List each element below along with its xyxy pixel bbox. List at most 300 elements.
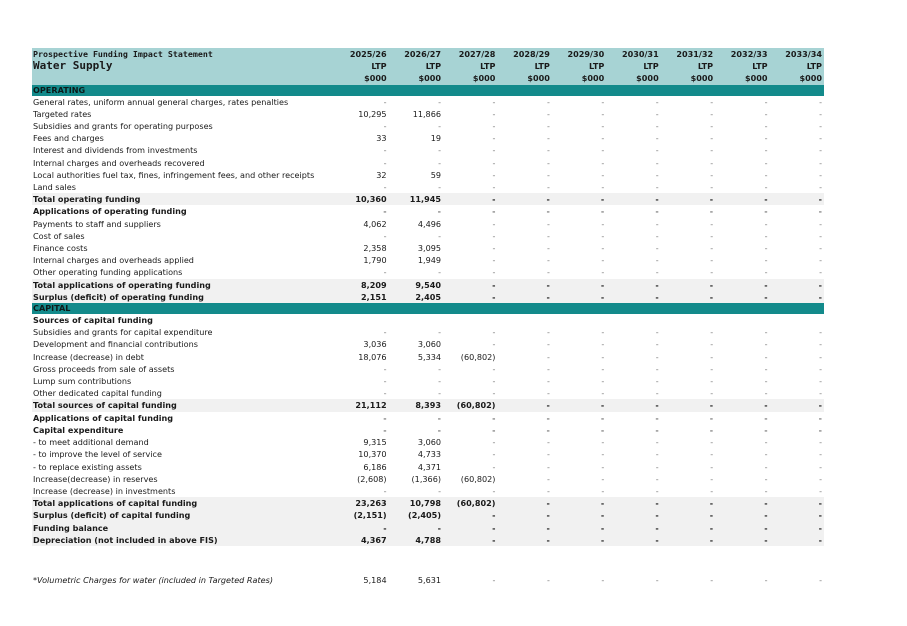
value-cell: -: [601, 157, 605, 168]
value-cell: 2,358: [363, 243, 387, 254]
value-cell: -: [546, 412, 550, 423]
value-cell: 4,367: [334, 534, 388, 546]
value-cell: -: [546, 145, 550, 156]
funding-impact-statement-sheet: [32, 48, 824, 586]
value-cell: -: [818, 206, 822, 217]
value-cell: -: [383, 327, 387, 338]
value-cell: -: [819, 96, 822, 107]
value-cell: -: [546, 339, 550, 350]
year-header: 2032/33: [715, 48, 769, 60]
value-cell: -: [710, 473, 714, 484]
year-header: 2029/30: [552, 48, 606, 60]
value-cell: -: [492, 243, 496, 254]
value-cell: -: [601, 230, 605, 241]
value-cell: -: [492, 437, 496, 448]
value-cell: -: [552, 291, 606, 303]
value-cell: -: [710, 108, 714, 119]
value-cell: 5,631: [417, 574, 442, 585]
value-cell: -: [764, 169, 768, 180]
value-cell: -: [383, 230, 387, 241]
total-row: [32, 193, 824, 205]
value-cell: -: [492, 574, 496, 585]
value-cell: -: [764, 267, 768, 278]
table-row: [32, 424, 824, 436]
value-cell: -: [710, 182, 714, 193]
year-header: 2027/28: [443, 48, 497, 60]
value-cell: -: [764, 485, 768, 496]
value-cell: -: [710, 267, 714, 278]
value-cell: -: [764, 133, 768, 144]
value-cell: -: [601, 449, 605, 460]
value-cell: -: [710, 96, 714, 107]
value-cell: -: [710, 339, 714, 350]
row-label: Total operating funding: [32, 193, 334, 205]
row-label: Internal charges and overheads recovered: [33, 157, 205, 168]
value-cell: 3,060: [417, 437, 442, 448]
row-label: - to improve the level of service: [33, 449, 162, 460]
plan-label: LTP: [606, 60, 660, 72]
value-cell: -: [655, 376, 659, 387]
row-label: Increase (decrease) in debt: [33, 351, 144, 362]
value-cell: -: [819, 388, 822, 399]
value-cell: -: [492, 96, 496, 107]
value-cell: -: [715, 509, 769, 521]
value-cell: -: [492, 327, 496, 338]
value-cell: -: [764, 376, 768, 387]
value-cell: -: [546, 96, 550, 107]
value-cell: -: [492, 267, 496, 278]
value-cell: [661, 314, 715, 326]
row-label: Capital expenditure: [33, 424, 124, 435]
value-cell: 10,295: [358, 108, 387, 119]
row-label: Land sales: [33, 182, 76, 193]
row-label: - to replace existing assets: [33, 461, 142, 472]
row-label: - to meet additional demand: [33, 437, 149, 448]
value-cell: -: [606, 279, 660, 291]
value-cell: -: [492, 133, 496, 144]
value-cell: -: [661, 534, 715, 546]
value-cell: -: [383, 376, 387, 387]
unit-label: $000: [389, 72, 443, 84]
value-cell: 18,076: [358, 351, 387, 362]
row-label: Applications of capital funding: [33, 412, 174, 423]
value-cell: -: [383, 182, 387, 193]
value-cell: -: [546, 424, 550, 435]
value-cell: -: [601, 182, 605, 193]
value-cell: -: [443, 193, 497, 205]
year-header: 2026/27: [389, 48, 443, 60]
value-cell: -: [819, 485, 822, 496]
value-cell: -: [764, 449, 768, 460]
value-cell: -: [655, 96, 659, 107]
value-cell: -: [709, 206, 714, 217]
value-cell: -: [443, 509, 497, 521]
value-cell: (2,151): [334, 509, 388, 521]
value-cell: -: [655, 424, 659, 435]
table-row: [32, 436, 824, 448]
value-cell: -: [546, 157, 550, 168]
value-cell: -: [764, 363, 768, 374]
value-cell: 2,151: [334, 291, 388, 303]
plan-label: LTP: [443, 60, 497, 72]
value-cell: -: [438, 230, 442, 241]
row-label: Total applications of operating funding: [32, 279, 334, 291]
value-cell: -: [715, 534, 769, 546]
value-cell: -: [438, 96, 442, 107]
row-label: Subsidies and grants for capital expenditure: [33, 327, 213, 338]
value-cell: -: [770, 193, 824, 205]
value-cell: -: [438, 327, 442, 338]
table-row: [32, 169, 824, 181]
plan-label: LTP: [497, 60, 551, 72]
value-cell: -: [606, 291, 660, 303]
value-cell: -: [552, 509, 606, 521]
value-cell: -: [819, 243, 822, 254]
value-cell: -: [764, 96, 768, 107]
value-cell: -: [606, 399, 660, 411]
header-blank-cell: [32, 72, 334, 84]
value-cell: -: [437, 424, 442, 435]
total-row: [32, 399, 824, 411]
value-cell: -: [764, 230, 768, 241]
value-cell: -: [497, 399, 551, 411]
value-cell: -: [819, 574, 822, 585]
table-row: [32, 218, 824, 230]
row-label: *Volumetric Charges for water (included in Targeted Rates): [33, 574, 274, 585]
value-cell: -: [819, 121, 822, 132]
table-row: [32, 461, 824, 473]
value-cell: -: [546, 376, 550, 387]
row-label: Local authorities fuel tax, fines, infringement fees, and other receipts: [33, 169, 315, 180]
value-cell: 1,790: [363, 255, 387, 266]
value-cell: -: [710, 449, 714, 460]
row-label: Targeted rates: [33, 108, 92, 119]
value-cell: -: [655, 327, 659, 338]
value-cell: -: [661, 291, 715, 303]
value-cell: -: [383, 485, 387, 496]
table-row: [32, 363, 824, 375]
value-cell: -: [655, 206, 659, 217]
spacer-cell: [32, 560, 824, 574]
value-cell: -: [492, 376, 496, 387]
value-cell: -: [383, 121, 387, 132]
value-cell: -: [710, 461, 714, 472]
value-cell: -: [546, 473, 550, 484]
value-cell: -: [655, 449, 659, 460]
value-cell: [497, 314, 551, 326]
value-cell: -: [655, 243, 659, 254]
value-cell: -: [655, 461, 659, 472]
row-label: General rates, uniform annual general charges, rates penalties: [33, 96, 289, 107]
table-row: [32, 387, 824, 399]
value-cell: [552, 314, 606, 326]
value-cell: -: [606, 497, 660, 509]
value-cell: -: [546, 327, 550, 338]
total-row: [32, 291, 824, 303]
value-cell: -: [600, 424, 605, 435]
plan-label: LTP: [334, 60, 388, 72]
value-cell: -: [606, 509, 660, 521]
value-cell: (60,802): [443, 497, 497, 509]
year-header: 2031/32: [661, 48, 715, 60]
value-cell: -: [655, 121, 659, 132]
table-row: [32, 144, 824, 156]
value-cell: -: [819, 133, 822, 144]
value-cell: -: [710, 230, 714, 241]
value-cell: -: [492, 145, 496, 156]
value-cell: -: [546, 206, 550, 217]
value-cell: -: [383, 206, 387, 217]
value-cell: -: [443, 522, 497, 534]
value-cell: -: [715, 279, 769, 291]
header-row-units: [32, 72, 824, 84]
value-cell: -: [710, 388, 714, 399]
value-cell: -: [497, 522, 551, 534]
value-cell: -: [710, 218, 714, 229]
row-label: Fees and charges: [33, 133, 104, 144]
unit-label: $000: [443, 72, 497, 84]
value-cell: -: [552, 193, 606, 205]
total-row: [32, 534, 824, 546]
value-cell: -: [546, 267, 550, 278]
spacer-row: [32, 560, 824, 574]
value-cell: -: [661, 279, 715, 291]
table-row: [32, 412, 824, 424]
table-row: [32, 254, 824, 266]
row-label: Subsidies and grants for operating purposes: [33, 121, 213, 132]
value-cell: -: [552, 534, 606, 546]
value-cell: -: [606, 193, 660, 205]
row-label: Cost of sales: [33, 230, 85, 241]
value-cell: -: [438, 485, 442, 496]
table-row: [32, 375, 824, 387]
plan-label: LTP: [770, 60, 824, 72]
value-cell: -: [764, 243, 768, 254]
table-row: [32, 266, 824, 278]
row-label: Increase(decrease) in reserves: [33, 473, 158, 484]
value-cell: 32: [376, 169, 387, 180]
value-cell: -: [715, 522, 769, 534]
value-cell: 9,315: [363, 437, 387, 448]
value-cell: -: [438, 388, 442, 399]
value-cell: -: [601, 351, 605, 362]
value-cell: -: [601, 169, 605, 180]
value-cell: -: [710, 133, 714, 144]
value-cell: [606, 314, 660, 326]
row-label: Sources of capital funding: [33, 315, 153, 326]
value-cell: -: [437, 206, 442, 217]
value-cell: -: [710, 437, 714, 448]
year-header: 2025/26: [334, 48, 388, 60]
row-label: Total sources of capital funding: [32, 399, 334, 411]
value-cell: 6,186: [363, 461, 387, 472]
value-cell: -: [655, 412, 659, 423]
value-cell: -: [764, 206, 768, 217]
section-header-row: [32, 303, 824, 314]
footnote-row: [32, 574, 824, 586]
unit-label: $000: [552, 72, 606, 84]
plan-label: LTP: [661, 60, 715, 72]
value-cell: -: [601, 108, 605, 119]
value-cell: -: [438, 376, 442, 387]
value-cell: -: [443, 291, 497, 303]
table-row: [32, 338, 824, 350]
table-row: [32, 205, 824, 217]
value-cell: -: [492, 449, 496, 460]
value-cell: -: [552, 399, 606, 411]
total-row: [32, 509, 824, 521]
value-cell: -: [819, 255, 822, 266]
total-row: [32, 522, 824, 534]
value-cell: -: [546, 485, 550, 496]
value-cell: -: [546, 449, 550, 460]
value-cell: -: [818, 412, 822, 423]
value-cell: -: [546, 388, 550, 399]
value-cell: -: [497, 279, 551, 291]
value-cell: -: [383, 363, 387, 374]
value-cell: 10,370: [358, 449, 387, 460]
value-cell: -: [546, 108, 550, 119]
value-cell: -: [437, 412, 442, 423]
value-cell: 23,263: [334, 497, 388, 509]
table-row: [32, 181, 824, 193]
value-cell: -: [819, 108, 822, 119]
value-cell: -: [710, 243, 714, 254]
value-cell: -: [492, 424, 496, 435]
value-cell: -: [710, 145, 714, 156]
value-cell: -: [764, 339, 768, 350]
table-row: [32, 120, 824, 132]
row-label: Surplus (deficit) of capital funding: [32, 509, 334, 521]
value-cell: -: [764, 437, 768, 448]
value-cell: -: [546, 255, 550, 266]
row-label: Payments to staff and suppliers: [33, 218, 161, 229]
value-cell: -: [601, 473, 605, 484]
value-cell: -: [497, 497, 551, 509]
plan-label: LTP: [389, 60, 443, 72]
value-cell: -: [770, 534, 824, 546]
value-cell: [334, 314, 388, 326]
value-cell: -: [819, 339, 822, 350]
value-cell: -: [770, 291, 824, 303]
value-cell: 8,393: [389, 399, 443, 411]
value-cell: -: [497, 534, 551, 546]
value-cell: -: [655, 485, 659, 496]
value-cell: -: [715, 193, 769, 205]
value-cell: -: [661, 399, 715, 411]
value-cell: 4,733: [417, 449, 442, 460]
row-label: Increase (decrease) in investments: [33, 485, 176, 496]
unit-label: $000: [334, 72, 388, 84]
value-cell: -: [601, 574, 605, 585]
value-cell: -: [601, 339, 605, 350]
value-cell: -: [492, 218, 496, 229]
value-cell: -: [601, 133, 605, 144]
value-cell: -: [492, 255, 496, 266]
value-cell: -: [492, 339, 496, 350]
value-cell: -: [492, 206, 496, 217]
value-cell: -: [383, 157, 387, 168]
value-cell: -: [334, 522, 388, 534]
value-cell: -: [497, 193, 551, 205]
value-cell: -: [497, 509, 551, 521]
value-cell: -: [383, 424, 387, 435]
value-cell: -: [546, 218, 550, 229]
value-cell: -: [655, 108, 659, 119]
value-cell: (60,802): [460, 473, 496, 484]
value-cell: -: [819, 376, 822, 387]
row-label: Applications of operating funding: [33, 206, 187, 217]
value-cell: -: [601, 461, 605, 472]
value-cell: -: [606, 522, 660, 534]
value-cell: -: [438, 157, 442, 168]
value-cell: -: [819, 461, 822, 472]
value-cell: -: [764, 388, 768, 399]
activity-title: Water Supply: [32, 60, 334, 72]
value-cell: -: [600, 206, 605, 217]
value-cell: -: [546, 363, 550, 374]
value-cell: -: [655, 388, 659, 399]
value-cell: -: [546, 351, 550, 362]
value-cell: -: [770, 522, 824, 534]
spacer-row: [32, 546, 824, 560]
value-cell: -: [601, 327, 605, 338]
value-cell: 5,334: [417, 351, 442, 362]
section-header-row: [32, 85, 824, 96]
table-row: [32, 242, 824, 254]
value-cell: -: [600, 412, 605, 423]
value-cell: -: [601, 96, 605, 107]
value-cell: -: [655, 218, 659, 229]
value-cell: -: [492, 108, 496, 119]
plan-label: LTP: [552, 60, 606, 72]
value-cell: -: [710, 121, 714, 132]
value-cell: -: [546, 437, 550, 448]
value-cell: -: [492, 388, 496, 399]
value-cell: (1,366): [411, 473, 442, 484]
value-cell: -: [819, 218, 822, 229]
value-cell: -: [764, 218, 768, 229]
value-cell: -: [819, 327, 822, 338]
value-cell: 4,062: [363, 218, 387, 229]
value-cell: -: [438, 121, 442, 132]
value-cell: 3,036: [363, 339, 387, 350]
value-cell: -: [443, 279, 497, 291]
row-label: Lump sum contributions: [33, 376, 132, 387]
spacer-cell: [32, 546, 824, 560]
value-cell: 59: [430, 169, 442, 180]
year-header: 2028/29: [497, 48, 551, 60]
value-cell: -: [492, 121, 496, 132]
value-cell: 3,095: [417, 243, 442, 254]
value-cell: [389, 314, 443, 326]
value-cell: -: [819, 449, 822, 460]
table-row: [32, 132, 824, 144]
value-cell: -: [764, 145, 768, 156]
value-cell: -: [601, 243, 605, 254]
value-cell: -: [655, 574, 659, 585]
row-label: Other dedicated capital funding: [33, 388, 162, 399]
value-cell: -: [655, 133, 659, 144]
value-cell: -: [764, 327, 768, 338]
row-label: Surplus (deficit) of operating funding: [32, 291, 334, 303]
value-cell: -: [438, 267, 442, 278]
value-cell: (2,405): [389, 509, 443, 521]
value-cell: -: [819, 363, 822, 374]
value-cell: -: [438, 182, 442, 193]
plan-label: LTP: [715, 60, 769, 72]
value-cell: -: [492, 182, 496, 193]
